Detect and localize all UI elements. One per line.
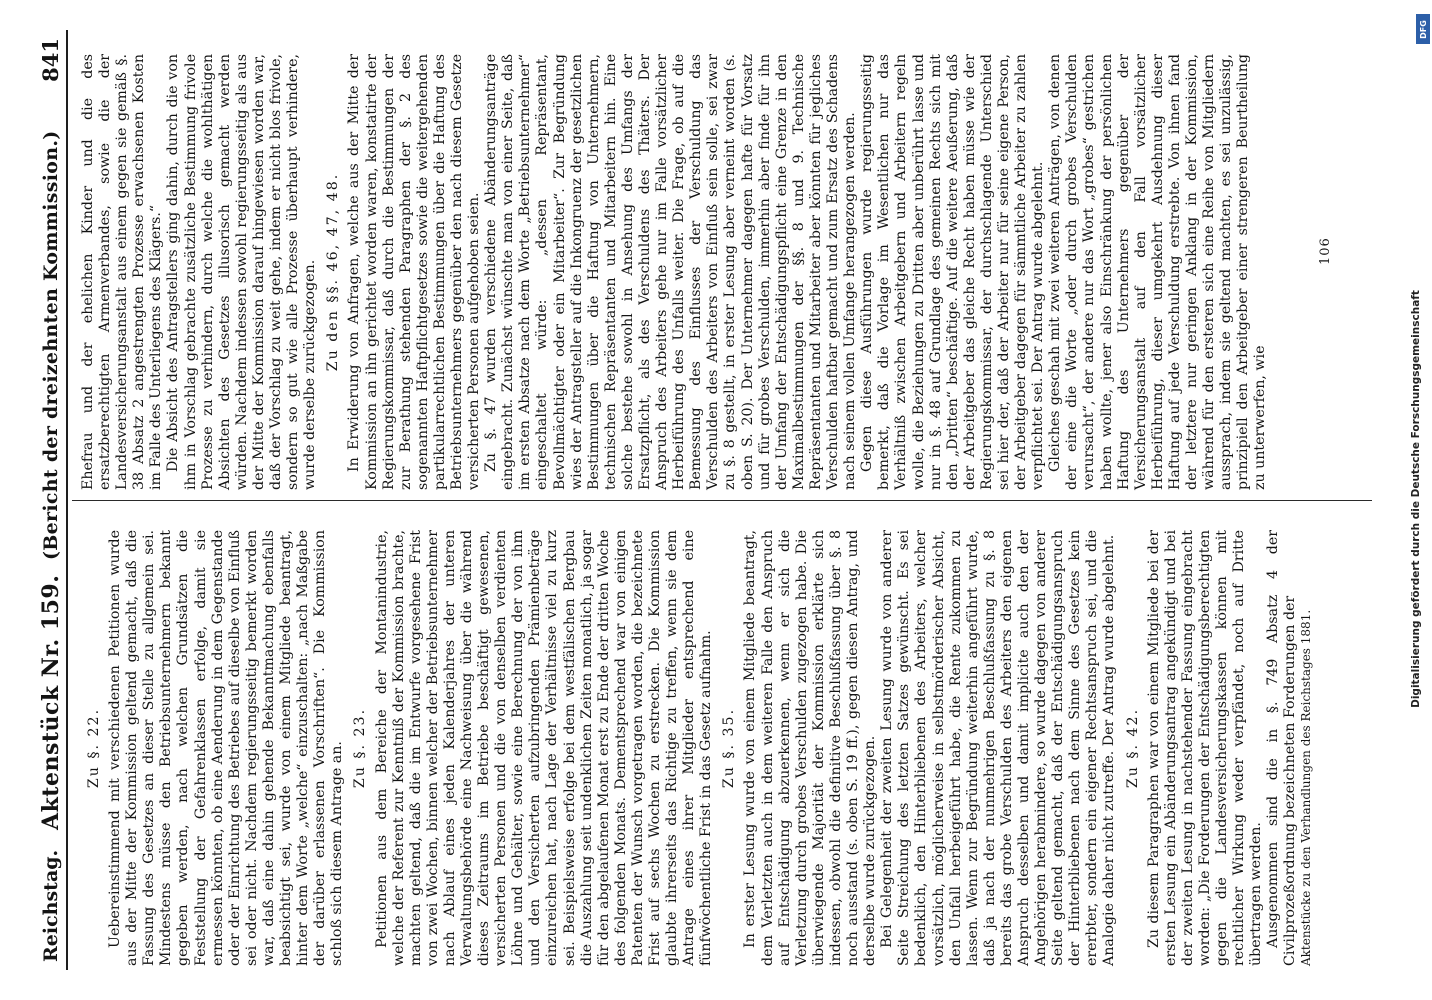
paragraph: Zu §. 47 wurden verschiedene Abänderungsanträge eingebracht. Zunächst wünschte man von einer Seite, daß im ersten Absatze nach dem Worte „Betriebsunternehmer“ eingeschaltet würde: „dessen Repräsentant, Bevollmächtigter oder ein Mitarbeiter“. Zur Begründung wies der Antragsteller auf die Inkongruenz der gesetzlichen Bestimmungen über die Haftung von Unternehmern, technischen Repräsentanten und Mitarbeitern hin. Eine solche bestehe sowohl in Ansehung des Umfangs der Ersatzpflicht, als des Verschuldens des Thäters. Der Anspruch des Arbeiters gehe nur im Falle vorsätzlicher Herbeiführung des Unfalls weiter. Die Frage, ob auf die Bemessung des Einflusses der Verschuldung das Verschulden des Arbeiters von Einfluß sein solle, sei zwar zu §. 8 gestellt, in erster Lesung aber verneint worden (s. oben S. 20). Der Unternehmer dagegen hafte für Vorsatz und für grobes Verschulden, immerhin aber finde für ihn der Umfang der Entschädigungspflicht eine Grenze in den Maximalbestimmungen der §§. 8 und 9. Technische Repräsentanten und Mitarbeiter aber könnten für jegliches Verschulden haftbar gemacht und zum Ersatz des Schadens nach seinem vollen Umfange herangezogen werden.: [483, 54, 859, 490]
dfg-logo: [1416, 14, 1430, 44]
right-column: [80, 54, 1269, 490]
running-head: [36, 30, 68, 970]
digitization-sidebar: [1400, 20, 1432, 980]
paragraph: Zu diesem Paragraphen war von einem Mitgliede bei der ersten Lesung ein Abänderungsantrag angekündigt und bei der zweiten Lesung in nachstehender Fassung eingebracht worden: „Die Forderungen der Entschädigungsberechtigten gegen die Landesversicherungskassen können mit rechtlicher Wirkung weder verpfändet, noch auf Dritte übertragen werden.: [1145, 530, 1265, 966]
section-heading: Zu §. 23.: [352, 707, 369, 789]
header-commission-title: (Bericht der dreizehnten Kommission.): [40, 130, 62, 560]
section-heading: Zu §. 22.: [86, 707, 102, 789]
header-document-number: Aktenstück Nr. 159.: [38, 574, 64, 830]
paragraph: In erster Lesung wurde von einem Mitgliede beantragt, dem Verletzten auch in dem weiteren Falle den Anspruch auf Entschädigung abzuerkennen, wenn er sich die Verletzung durch grobes Verschulden zugezogen habe. Die überwiegende Majorität der Kommission erklärte sich indessen, obwohl die definitive Beschlußfassung über §. 8 noch ausstand (s. oben S. 19 ff.), gegen diesen Antrag, und derselbe wurde zurückgezogen.: [742, 530, 879, 966]
paragraph: In Erwiderung von Anfragen, welche aus der Mitte der Kommission an ihn gerichtet worden waren, konstatirte der Regierungskommissar, daß durch die Bestimmungen der zur Berathung stehenden Paragraphen der §. 2 des sogenannten Haftpflichtgesetzes sowie die weitergehenden partikularrechtlichen Bestimmungen über die Haftung des Betriebsunternehmers gegenüber den nach diesem Gesetze versicherten Personen aufgehoben seien.: [346, 54, 483, 490]
document-page: [36, 30, 1396, 970]
paragraph: Uebereinstimmend mit verschiedenen Petitionen wurde aus der Mitte der Kommission geltend gemacht, daß die Fassung des Gesetzes an dieser Stelle zu allgemein sei. Mindestens müsse den Betriebsunternehmern bekannt gegeben werden, nach welchen Grundsätzen die Feststellung der Gefahrenklassen erfolge, damit sie ermessen könnten, ob eine Aenderung in dem Gegenstande oder der Einrichtung des Betriebes auf dieselbe von Einfluß sei oder nicht. Nachdem regierungsseitig bemerkt worden war, daß eine dahin gehende Bekanntmachung ebenfalls beabsichtigt sei, wurde von einem Mitgliede beantragt, hinter dem Worte „welche“ einzuschalten: „nach Maßgabe der darüber erlassenen Vorschriften“. Die Kommission schloß sich diesem Antrage an.: [107, 530, 346, 966]
paragraph: Gleiches geschah mit zwei weiteren Anträgen, von denen der eine die Worte „oder durch grobes Verschulden verursacht“, der andere nur das Wort „grobes“ gestrichen haben wollte, jener also Einschränkung der persönlichen Haftung des Unternehmers gegenüber der Versicherungsanstalt auf den Fall vorsätzlicher Herbeiführung, dieser umgekehrt Ausdehnung dieser Haftung auf jede Verschuldung erstrebte. Von ihnen fand der letztere nur geringen Anklang in der Kommission, während für den ersteren sich eine Reihe von Mitgliedern aussprach, indem sie geltend machten, es sei unzulässig, prinzipiell den Arbeitgeber einer strengeren Beurtheilung zu unterwerfen, wie: [1047, 54, 1269, 490]
paragraph: Bei Gelegenheit der zweiten Lesung wurde von anderer Seite Streichung des letzten Satzes gewünscht. Es sei bedenklich, den Hinterbliebenen des Arbeiters, welcher vorsätzlich, möglicherweise in selbstmörderischer Absicht, den Unfall herbeigeführt habe, die Rente zukommen zu lassen. Wenn zur Begründung weiterhin angeführt wurde, daß ja nach der nunmehrigen Beschlußfassung zu §. 8 bereits das grobe Verschulden des Arbeiters den eigenen Anspruch desselben und damit implicite auch den der Angehörigen herabmindere, so wurde dagegen von anderer Seite geltend gemacht, daß der Entschädigungsanspruch der Hinterbliebenen nach dem Sinne des Gesetzes kein ererbter, sondern ein eigener Rechtsanspruch sei, und die Analogie daher nicht zutreffe. Der Antrag wurde abgelehnt.: [879, 530, 1118, 966]
sheet-signature: 106: [1318, 237, 1333, 265]
page-number: 841: [38, 38, 63, 82]
paragraph: Gegen diese Ausführungen wurde regierungsseitig bemerkt, daß die Vorlage im Wesentlichen nur das Verhältniß zwischen Arbeitgebern und Arbeitern regeln wolle, die Beziehungen zu Dritten aber unberührt lasse und nur in §. 48 auf Grundlage des gemeinen Rechts sich mit den „Dritten“ beschäftige. Auf die weitere Aeußerung, daß der Arbeitgeber das gleiche Recht haben müsse wie der Regierungskommissar, der durchschlagende Unterschied sei hier der, daß der Arbeiter nur für seine eigene Person, der Arbeitgeber dagegen für sämmtliche Arbeiter zu zahlen verpflichtet sei. Der Antrag wurde abgelehnt.: [859, 54, 1047, 490]
paragraph: Ehefrau und der ehelichen Kinder und die des ersatzberechtigten Armenverbandes, sowie die der Landesversicherungsanstalt aus einem gegen sie gemäß §. 38 Absatz 2 angestrengten Prozesse erwachsenen Kosten im Falle des Unterliegens des Klägers.“: [80, 54, 165, 490]
section-heading: Zu §. 35.: [721, 707, 738, 789]
column-divider: [72, 500, 1372, 501]
left-column: [80, 530, 1313, 966]
paragraph: Ausgenommen sind die in §. 749 Absatz 4 der Civilprozeßordnung bezeichneten Forderungen der: [1265, 530, 1299, 966]
section-heading: Zu den §§. 46, 47, 48.: [325, 172, 342, 372]
paragraph: Petitionen aus dem Bereiche der Montanindustrie, welche der Referent zur Kenntniß der Kommission brachte, machten geltend, daß die im Entwurfe vorgesehene Frist von zwei Wochen, binnen welcher der Betriebsunternehmer nach Ablauf eines jeden Kalenderjahres der unteren Verwaltungsbehörde eine Nachweisung über die während dieses Zeitraums im Betriebe beschäftigt gewesenen, versicherten Personen und die von denselben verdienten Löhne und Gehälter, sowie eine Berechnung der von ihm und den Versicherten aufzubringenden Prämienbeträge einzureichen hat, nach Lage der Verhältnisse viel zu kurz sei. Beispielsweise erfolge bei dem westfälischen Bergbau die Auszahlung seit undenklichen Zeiten monatlich, ja sogar für den abgelaufenen Monat erst zu Ende der dritten Woche des folgenden Monats. Dementsprechend war von einigen Patenten der Wunsch vorgetragen worden, die bezeichnete Frist auf sechs Wochen zu erstrecken. Die Kommission glaubte ihrerseits das Richtige zu treffen, wenn sie dem Antrage eines ihrer Mitglieder entsprechend eine fünfwöchentliche Frist in das Gesetz aufnahm.: [373, 530, 715, 966]
section-heading: Zu §. 42.: [1124, 707, 1141, 789]
paragraph: Die Absicht des Antragstellers ging dahin, durch die von ihm in Vorschlag gebrachte zusätzliche Bestimmung frivole Prozesse zu verhindern, durch welche die wohlthätigen Absichten des Gesetzes illusorisch gemacht werden würden. Nachdem indessen sowohl regierungsseitig als aus der Mitte der Kommission darauf hingewiesen worden war, daß der Vorschlag zu weit gehe, indem er nicht blos frivole, sondern so gut wie alle Prozesse überhaupt verhindere, wurde derselbe zurückgezogen.: [165, 54, 319, 490]
footnote-line: Aktenstücke zu den Verhandlungen des Reichstages 1881.: [1299, 609, 1314, 966]
header-left: Reichstag.: [40, 849, 62, 962]
dfg-logo-text: DFG: [1418, 19, 1428, 39]
digitization-note: Digitalisierung gefördert durch die Deutsche Forschungsgemeinschaft: [1410, 290, 1422, 708]
